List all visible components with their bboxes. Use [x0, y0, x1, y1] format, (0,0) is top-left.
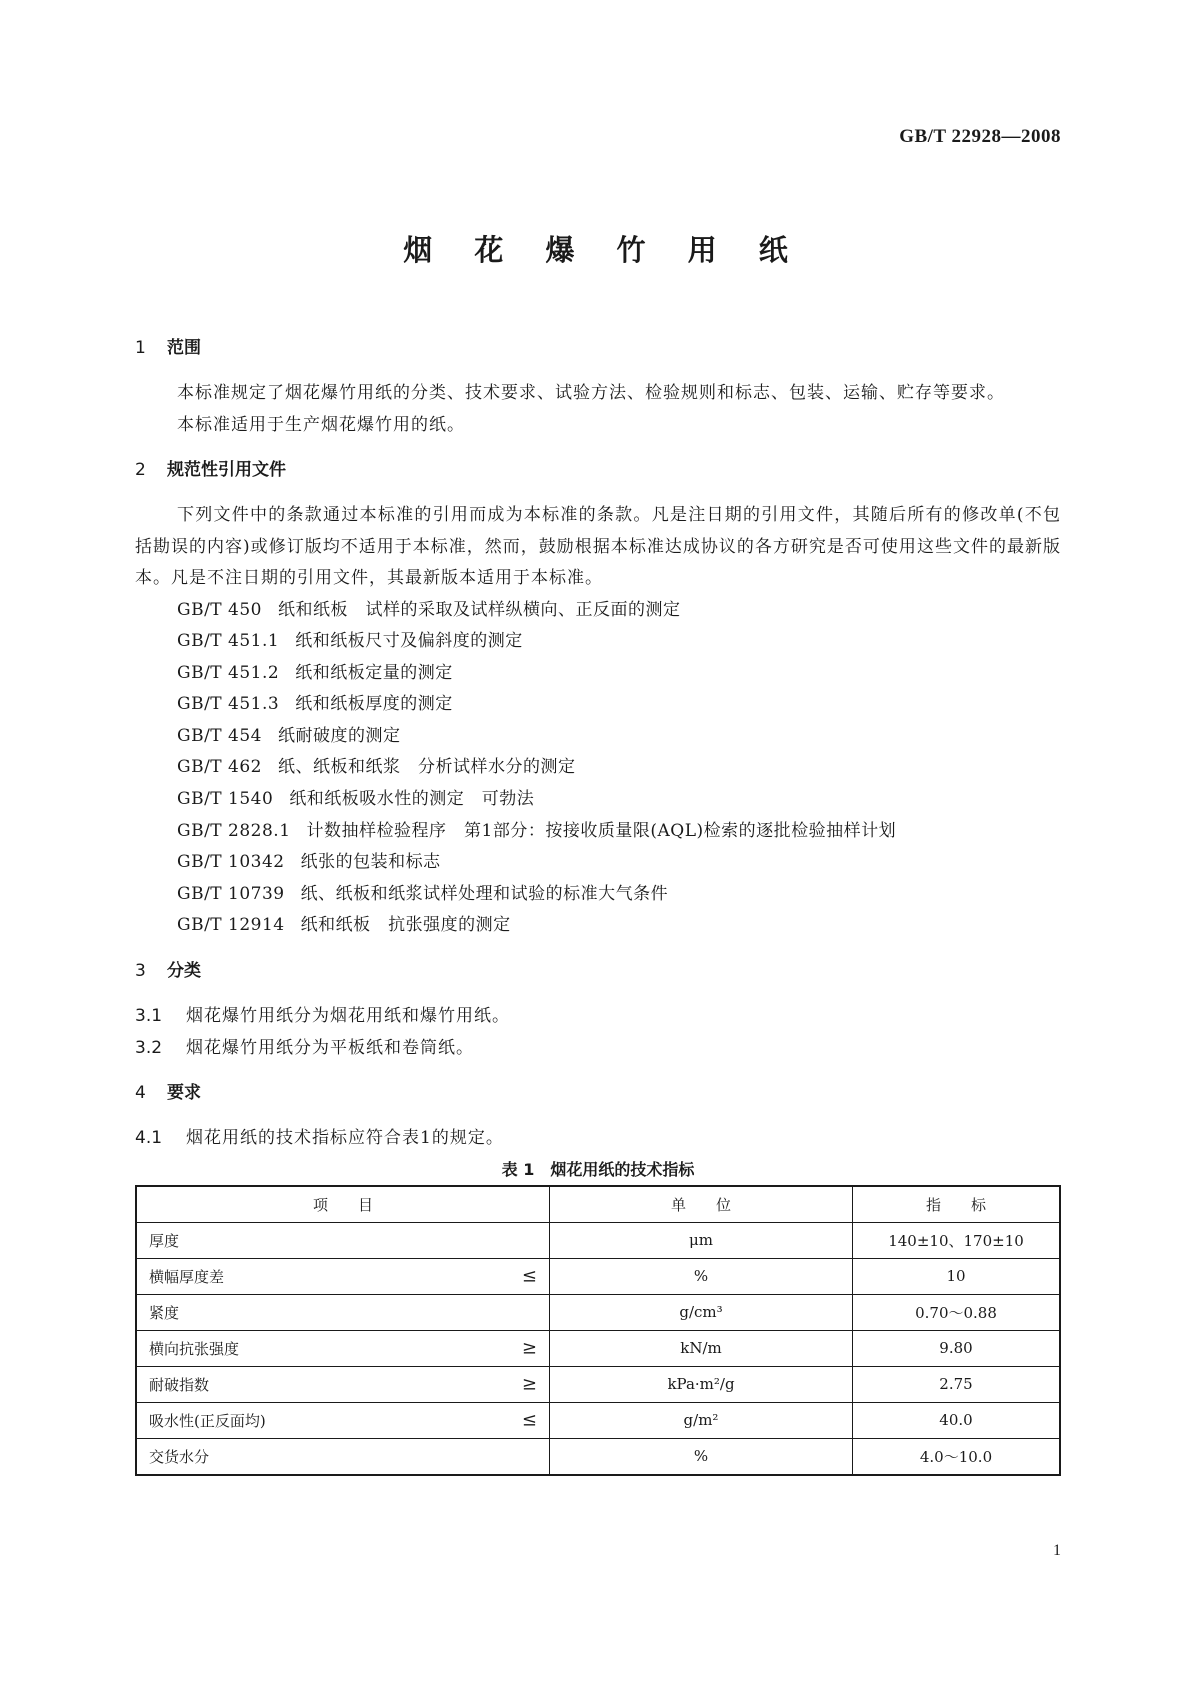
reference-code: GB/T 451.2	[177, 662, 280, 683]
item-cell	[136, 1330, 550, 1366]
reference-code: GB/T 1540	[177, 789, 274, 810]
paragraph: 下列文件中的条款通过本标准的引用而成为本标准的条款。凡是注日期的引用文件，其随后所有的修改单(不包括勘误的内容)或修订版均不适用于本标准，然而，鼓励根据本标准达成协议的各方研究是否可使用这些文件的最新版本。凡是不注日期的引用文件，其最新版本适用于本标准。	[135, 505, 1061, 588]
reference-item	[135, 658, 1061, 690]
reference-title: 纸和纸板尺寸及偏斜度的测定	[295, 631, 523, 652]
reference-item	[135, 784, 1061, 816]
section-number: 4	[135, 1083, 146, 1104]
reference-title: 纸和纸板 试样的采取及试样纵横向、正反面的测定	[278, 599, 681, 620]
page-number: 1	[1053, 1542, 1061, 1559]
table-body	[136, 1222, 1060, 1475]
reference-title: 计数抽样检验程序 第1部分：按接收质量限(AQL)检索的逐批检验抽样计划	[306, 820, 897, 841]
item-name: 横向抗张强度	[149, 1339, 240, 1358]
reference-title: 纸和纸板 抗张强度的测定	[300, 915, 511, 936]
comparison-symbol: ≥	[521, 1337, 537, 1359]
reference-item	[135, 816, 1061, 848]
value-cell: 4.0～10.0	[853, 1438, 1061, 1475]
item-cell	[136, 1222, 550, 1258]
reference-item	[135, 879, 1061, 911]
table-row	[136, 1330, 1060, 1366]
reference-item	[135, 721, 1061, 753]
clause-3-1: 3.1 烟花爆竹用纸分为烟花用纸和爆竹用纸。	[135, 1006, 510, 1027]
section-title: 分类	[167, 961, 201, 982]
section-title: 要求	[167, 1083, 201, 1104]
item-name: 吸水性(正反面均)	[149, 1411, 266, 1430]
clause-3-2: 3.2 烟花爆竹用纸分为平板纸和卷筒纸。	[135, 1037, 474, 1058]
value-cell: 2.75	[853, 1366, 1061, 1402]
unit-cell: g/cm³	[550, 1294, 853, 1330]
section-title: 范围	[167, 338, 201, 358]
table-row	[136, 1258, 1060, 1294]
reference-code: GB/T 462	[177, 757, 262, 778]
table-row	[136, 1222, 1060, 1258]
table-header-row	[136, 1186, 1060, 1223]
section-number: 2	[135, 460, 146, 480]
reference-title: 纸耐破度的测定	[278, 725, 401, 746]
reference-code: GB/T 2828.1	[177, 820, 291, 841]
item-name: 交货水分	[149, 1447, 210, 1466]
reference-item	[135, 626, 1061, 658]
item-cell	[136, 1438, 550, 1475]
paragraph: 本标准适用于生产烟花爆竹用的纸。	[177, 414, 465, 435]
comparison-symbol: ≤	[521, 1265, 537, 1287]
item-name: 紧度	[149, 1303, 180, 1322]
unit-cell: kPa·m²/g	[550, 1366, 853, 1402]
column-header: 指标	[853, 1186, 1061, 1223]
reference-item	[135, 752, 1061, 784]
unit-cell: %	[550, 1438, 853, 1475]
column-header: 项目	[136, 1186, 550, 1223]
standard-code: GB/T 22928—2008	[899, 126, 1061, 147]
reference-code: GB/T 12914	[177, 915, 285, 936]
table-caption: 表 1 烟花用纸的技术指标	[501, 1159, 695, 1179]
table-row	[136, 1366, 1060, 1402]
reference-item	[135, 689, 1061, 721]
reference-title: 纸、纸板和纸浆 分析试样水分的测定	[278, 757, 576, 778]
reference-list	[135, 595, 1061, 943]
section-title: 规范性引用文件	[167, 460, 286, 480]
paragraph: 本标准规定了烟花爆竹用纸的分类、技术要求、试验方法、检验规则和标志、包装、运输、贮存等要求。	[177, 383, 1005, 403]
value-cell: 9.80	[853, 1330, 1061, 1366]
comparison-symbol: ≤	[521, 1409, 537, 1431]
reference-item	[135, 910, 1061, 942]
reference-code: GB/T 454	[177, 725, 262, 746]
reference-code: GB/T 451.3	[177, 694, 280, 715]
reference-title: 纸张的包装和标志	[300, 852, 441, 873]
item-name: 厚度	[149, 1231, 180, 1250]
section-heading-normative-references	[135, 455, 1061, 486]
table-row	[136, 1402, 1060, 1438]
item-name: 耐破指数	[149, 1375, 210, 1394]
section-heading-classification	[135, 956, 1061, 987]
section-number: 3	[135, 961, 146, 982]
item-cell	[136, 1258, 550, 1294]
value-cell: 40.0	[853, 1402, 1061, 1438]
reference-item	[135, 595, 1061, 627]
document-body	[135, 333, 1061, 1476]
comparison-symbol: ≥	[521, 1373, 537, 1395]
reference-title: 纸、纸板和纸浆试样处理和试验的标准大气条件	[300, 883, 669, 904]
unit-cell: kN/m	[550, 1330, 853, 1366]
document-title: 烟 花 爆 竹 用 纸	[403, 233, 804, 267]
unit-cell: g/m²	[550, 1402, 853, 1438]
column-header: 单位	[550, 1186, 853, 1223]
unit-cell: %	[550, 1258, 853, 1294]
reference-code: GB/T 451.1	[177, 631, 280, 652]
reference-title: 纸和纸板吸水性的测定 可勃法	[289, 789, 535, 810]
value-cell: 10	[853, 1258, 1061, 1294]
reference-item	[135, 847, 1061, 879]
item-cell	[136, 1366, 550, 1402]
item-cell	[136, 1402, 550, 1438]
reference-code: GB/T 450	[177, 599, 262, 620]
unit-cell: μm	[550, 1222, 853, 1258]
reference-title: 纸和纸板定量的测定	[295, 662, 453, 683]
reference-code: GB/T 10342	[177, 852, 285, 873]
reference-title: 纸和纸板厚度的测定	[295, 694, 453, 715]
item-name: 横幅厚度差	[149, 1267, 225, 1286]
section-number: 1	[135, 338, 146, 358]
section-heading-requirements	[135, 1078, 1061, 1109]
spec-table	[135, 1185, 1061, 1476]
reference-code: GB/T 10739	[177, 883, 285, 904]
value-cell: 0.70～0.88	[853, 1294, 1061, 1330]
value-cell: 140±10、170±10	[853, 1222, 1061, 1258]
item-cell	[136, 1294, 550, 1330]
table-row	[136, 1438, 1060, 1475]
table-row	[136, 1294, 1060, 1330]
section-heading-scope	[135, 333, 1061, 364]
clause-4-1: 4.1 烟花用纸的技术指标应符合表1的规定。	[135, 1128, 504, 1149]
